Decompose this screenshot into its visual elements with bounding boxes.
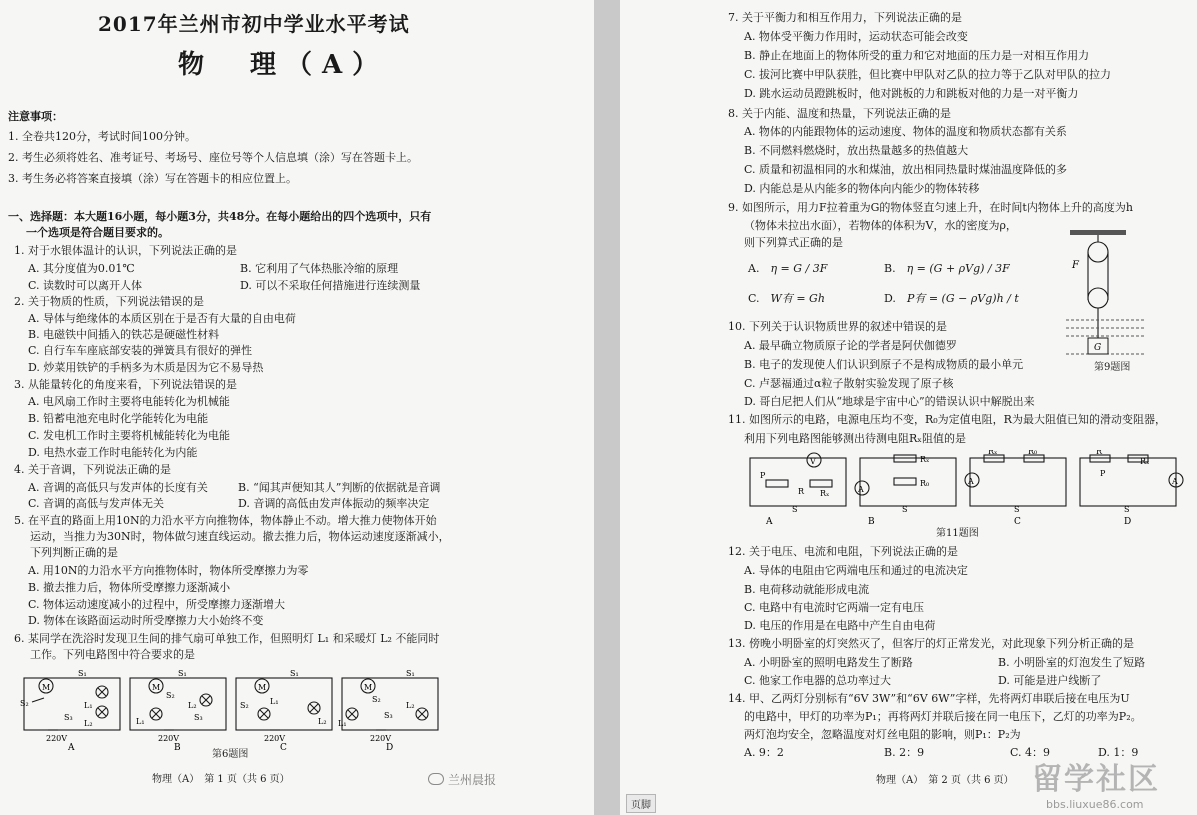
notice-2: 2. 考生必须将姓名、准考证号、考场号、座位号等个人信息填（涂）写在答题卡上。 <box>8 151 418 164</box>
q5-line-3: 下列判断正确的是 <box>30 546 118 559</box>
q6-line-2: 工作。下列电路图中符合要求的是 <box>30 648 195 661</box>
svg-text:S₃: S₃ <box>384 711 393 720</box>
svg-text:S₁: S₁ <box>78 669 87 678</box>
fig11-option-b: B <box>868 517 875 526</box>
svg-text:R₀: R₀ <box>920 479 930 488</box>
q2-option-d: D. 炒菜用铁铲的手柄多为木质是因为它不易导热 <box>28 361 264 374</box>
q5-option-d: D. 物体在该路面运动时所受摩擦力大小始终不变 <box>28 614 264 627</box>
q4-option-b: B. “闻其声便知其人”判断的依据就是音调 <box>238 481 441 494</box>
q2-option-c: C. 自行车车座底部安装的弹簧具有很好的弹性 <box>28 344 253 357</box>
svg-text:A: A <box>968 477 974 486</box>
q13-option-a: A. 小明卧室的照明电路发生了断路 <box>744 656 913 669</box>
circuit-11c <box>965 450 1066 526</box>
svg-text:Rₓ: Rₓ <box>1140 457 1150 466</box>
svg-text:220V: 220V <box>158 734 180 743</box>
q9-option-d: D. P有 = (G − ρVg)h / t <box>884 292 1019 305</box>
svg-text:S: S <box>1124 505 1130 514</box>
svg-text:Rₓ: Rₓ <box>920 455 930 464</box>
svg-text:S₁: S₁ <box>178 669 187 678</box>
q1-option-d: D. 可以不采取任何措施进行连续测量 <box>240 279 421 292</box>
q4-option-a: A. 音调的高低只与发声体的长度有关 <box>28 481 208 494</box>
option-label-b: B <box>174 743 181 750</box>
notice-3: 3. 考生务必将答案直接填（涂）写在答题卡的相应位置上。 <box>8 172 297 185</box>
svg-text:S₂: S₂ <box>20 699 29 708</box>
svg-text:Rₓ: Rₓ <box>988 450 998 456</box>
option-label-d: D <box>386 743 394 750</box>
q1-option-a: A. 其分度值为0.01℃ <box>28 262 135 275</box>
q2-option-a: A. 导体与绝缘体的本质区别在于是否有大量的自由电荷 <box>28 312 296 325</box>
subject-title: 物 理（A） <box>178 50 389 80</box>
svg-text:M: M <box>258 683 267 692</box>
q5-option-c: C. 物体运动速度减小的过程中，所受摩擦力逐渐增大 <box>28 598 286 611</box>
q14-option-b: B. 2：9 <box>884 746 925 759</box>
svg-text:S₂: S₂ <box>372 695 381 704</box>
svg-text:L₂: L₂ <box>84 719 93 728</box>
svg-text:220V: 220V <box>370 734 392 743</box>
q11-line-1: 11. 如图所示的电路，电源电压均不变，R₀为定值电阻，R为最大阻值已知的滑动变阻器， <box>728 413 1166 426</box>
fig11-option-d: D <box>1124 517 1132 526</box>
q8-option-a: A. 物体的内能跟物体的运动速度、物体的温度和物质状态都有关系 <box>744 125 1067 138</box>
q3-option-d: D. 电热水壶工作时电能转化为内能 <box>28 446 198 459</box>
q5-option-b: B. 撤去推力后，物体所受摩擦力逐渐减小 <box>28 581 231 594</box>
q7-option-c: C. 拔河比赛中甲队获胜，但比赛中甲队对乙队的拉力等于乙队对甲队的拉力 <box>744 68 1112 81</box>
figure-11-caption: 第11题图 <box>936 528 979 539</box>
q12-option-a: A. 导体的电阻由它两端电压和通过的电流决定 <box>744 564 968 577</box>
q10-stem: 10. 下列关于认识物质世界的叙述中错误的是 <box>728 320 947 333</box>
q13-stem: 13. 傍晚小明卧室的灯突然灭了，但客厅的灯正常发光，对此现象下列分析正确的是 <box>728 637 1134 650</box>
q6-line-1: 6. 某同学在洗浴时发现卫生间的排气扇可单独工作，但照明灯 L₁ 和采暖灯 L₂ 不能同时 <box>14 632 440 645</box>
q10-option-b: B. 电子的发现使人们认识到原子不是构成物质的最小单元 <box>744 358 1024 371</box>
page-gutter <box>594 0 620 815</box>
q4-stem: 4. 关于音调，下列说法正确的是 <box>14 463 171 476</box>
q3-option-b: B. 铅蓄电池充电时化学能转化为电能 <box>28 412 209 425</box>
option-label-c: C <box>280 743 287 750</box>
svg-text:S₁: S₁ <box>290 669 299 678</box>
svg-text:R: R <box>1096 450 1103 456</box>
q14-line-1: 14. 甲、乙两灯分别标有“6V 3W”和“6V 6W”字样，先将两灯串联后接在电压为U <box>728 692 1130 705</box>
q9-option-a: A. η = G / 3F <box>748 262 828 275</box>
watermark-liuxue-url: bbs.liuxue86.com <box>1046 798 1144 811</box>
svg-text:M: M <box>364 683 373 692</box>
svg-text:A: A <box>858 485 864 494</box>
footer-toggle-button[interactable]: 页脚 <box>626 794 656 813</box>
svg-text:S₂: S₂ <box>166 691 175 700</box>
q10-option-d: D. 哥白尼把人们从“地球是宇宙中心”的错误认识中解脱出来 <box>744 395 1035 408</box>
svg-text:S₁: S₁ <box>406 669 415 678</box>
notice-title: 注意事项： <box>8 110 63 123</box>
q8-stem: 8. 关于内能、温度和热量，下列说法正确的是 <box>728 107 951 120</box>
q13-option-d: D. 可能是进户线断了 <box>998 674 1102 687</box>
svg-text:S: S <box>792 505 798 514</box>
circuit-11d <box>1080 450 1183 526</box>
q9-line-2: （物体未拉出水面），若物体的体积为V，水的密度为ρ， <box>744 219 1017 232</box>
q8-option-b: B. 不同燃料燃烧时，放出热量越多的热值越大 <box>744 144 969 157</box>
svg-text:V: V <box>810 457 816 466</box>
svg-text:S: S <box>1014 505 1020 514</box>
svg-text:L₁: L₁ <box>84 701 93 710</box>
q2-option-b: B. 电磁铁中间插入的铁芯是硬磁性材料 <box>28 328 220 341</box>
svg-text:220V: 220V <box>264 734 286 743</box>
weight-label: G <box>1094 343 1102 353</box>
q1-option-c: C. 读数时可以离开人体 <box>28 279 143 292</box>
svg-text:P: P <box>1100 469 1106 478</box>
q8-option-c: C. 质量和初温相同的水和煤油，放出相同热量时煤油温度降低的多 <box>744 163 1068 176</box>
notice-1: 1. 全卷共120分，考试时间100分钟。 <box>8 130 196 143</box>
svg-text:S₃: S₃ <box>64 713 73 722</box>
wechat-icon <box>428 773 444 785</box>
svg-text:R: R <box>798 487 805 496</box>
q1-stem: 1. 对于水银体温计的认识，下列说法正确的是 <box>14 244 237 257</box>
svg-text:A: A <box>1172 477 1178 486</box>
option-label-a: A <box>68 743 75 750</box>
svg-text:S₂: S₂ <box>240 701 249 710</box>
circuit-11a <box>750 453 846 526</box>
q14-line-3: 两灯泡均安全，忽略温度对灯丝电阻的影响，则P₁：P₂为 <box>744 728 1021 741</box>
voltage-label-a: 220V <box>46 734 68 743</box>
q3-option-a: A. 电风扇工作时主要将电能转化为机械能 <box>28 395 230 408</box>
svg-text:L₁: L₁ <box>136 717 145 726</box>
svg-text:M: M <box>152 683 161 692</box>
figure-6-caption: 第6题图 <box>212 749 249 760</box>
motor-label-a: M <box>42 683 51 692</box>
q8-option-d: D. 内能总是从内能多的物体向内能少的物体转移 <box>744 182 980 195</box>
q7-option-d: D. 跳水运动员蹬跳板时，他对跳板的力和跳板对他的力是一对平衡力 <box>744 87 1079 100</box>
q12-option-d: D. 电压的作用是在电路中产生自由电荷 <box>744 619 936 632</box>
q12-option-c: C. 电路中有电流时它两端一定有电压 <box>744 601 925 614</box>
svg-text:L₂: L₂ <box>318 717 327 726</box>
q5-option-a: A. 用10N的力沿水平方向推物体时，物体所受摩擦力为零 <box>28 564 309 577</box>
q7-option-b: B. 静止在地面上的物体所受的重力和它对地面的压力是一对相互作用力 <box>744 49 1090 62</box>
q12-stem: 12. 关于电压、电流和电阻，下列说法正确的是 <box>728 545 958 558</box>
circuit-11b <box>855 455 956 526</box>
exam-page-2 <box>620 0 1197 815</box>
svg-text:L₁: L₁ <box>270 697 279 706</box>
svg-text:L₂: L₂ <box>188 701 197 710</box>
watermark-liuxue-logo: 留学社区 <box>1032 762 1160 797</box>
q14-option-d: D. 1：9 <box>1098 746 1139 759</box>
q5-line-2: 运动，当推力为30N时，物体做匀速直线运动。撤去推力后，物体运动速度逐渐减小， <box>30 530 450 543</box>
svg-text:Rₓ: Rₓ <box>820 489 830 498</box>
force-label: F <box>1072 260 1079 271</box>
q3-stem: 3. 从能量转化的角度来看，下列说法错误的是 <box>14 378 237 391</box>
q10-option-a: A. 最早确立物质原子论的学者是阿伏伽德罗 <box>744 339 957 352</box>
q14-option-c: C. 4：9 <box>1010 746 1051 759</box>
figure-9-pulley <box>1066 228 1146 368</box>
fig11-option-c: C <box>1014 517 1021 526</box>
circuit-6c <box>236 669 332 750</box>
svg-text:L₂: L₂ <box>406 701 415 710</box>
q9-option-b: B. η = (G + ρVg) / 3F <box>884 262 1010 275</box>
q10-option-c: C. 卢瑟福通过α粒子散射实验发现了原子核 <box>744 377 954 390</box>
q13-option-b: B. 小明卧室的灯泡发生了短路 <box>998 656 1146 669</box>
q14-option-a: A. 9：2 <box>744 746 784 759</box>
q1-option-b: B. 它利用了气体热胀冷缩的原理 <box>240 262 399 275</box>
circuit-6d <box>338 669 438 750</box>
svg-text:S: S <box>902 505 908 514</box>
svg-text:R₀: R₀ <box>1028 450 1038 456</box>
fig11-option-a: A <box>766 517 773 526</box>
q14-line-2: 的电路中，甲灯的功率为P₁；再将两灯并联后接在同一电压下，乙灯的功率为P₂。 <box>744 710 1142 723</box>
exam-page-1 <box>0 0 594 815</box>
q12-option-b: B. 电荷移动就能形成电流 <box>744 583 870 596</box>
q13-option-c: C. 他家工作电器的总功率过大 <box>744 674 892 687</box>
q11-line-2: 利用下列电路图能够测出待测电阻Rₓ阻值的是 <box>744 432 966 445</box>
q4-option-c: C. 音调的高低与发声体无关 <box>28 497 165 510</box>
svg-text:L₁: L₁ <box>338 719 347 728</box>
q3-option-c: C. 发电机工作时主要将机械能转化为电能 <box>28 429 231 442</box>
q5-line-1: 5. 在平直的路面上用10N的力沿水平方向推物体，物体静止不动。增大推力使物体开始 <box>14 514 437 527</box>
section-heading: 一、选择题：本大题16小题，每小题3分，共48分。在每小题给出的四个选项中，只有 <box>8 210 432 223</box>
exam-title: 2017年兰州市初中学业水平考试 <box>98 12 410 36</box>
figure-9-caption: 第9题图 <box>1094 362 1131 373</box>
watermark-lanzhou: 兰州晨报 <box>428 773 496 787</box>
q4-option-d: D. 音调的高低由发声体振动的频率决定 <box>238 497 430 510</box>
q7-stem: 7. 关于平衡力和相互作用力，下列说法正确的是 <box>728 11 962 24</box>
svg-text:P: P <box>760 471 766 480</box>
circuit-6a <box>20 669 120 750</box>
circuit-6b <box>130 669 226 750</box>
page-2-footer: 物理（A） 第 2 页（共 6 页） <box>876 775 1014 786</box>
q7-option-a: A. 物体受平衡力作用时，运动状态可能会改变 <box>744 30 968 43</box>
q9-line-1: 9. 如图所示，用力F拉着重为G的物体竖直匀速上升，在时间t内物体上升的高度为h <box>728 201 1133 214</box>
page-1-footer: 物理（A） 第 1 页（共 6 页） <box>152 774 290 785</box>
q9-line-3: 则下列算式正确的是 <box>744 236 843 249</box>
q2-stem: 2. 关于物质的性质，下列说法错误的是 <box>14 295 204 308</box>
svg-text:S₃: S₃ <box>194 713 203 722</box>
q9-option-c: C. W有 = Gh <box>748 292 825 305</box>
section-heading-2: 一个选项是符合题目要求的。 <box>26 226 169 239</box>
figure-11-circuits <box>744 450 1194 526</box>
figure-6-circuits <box>18 668 458 750</box>
